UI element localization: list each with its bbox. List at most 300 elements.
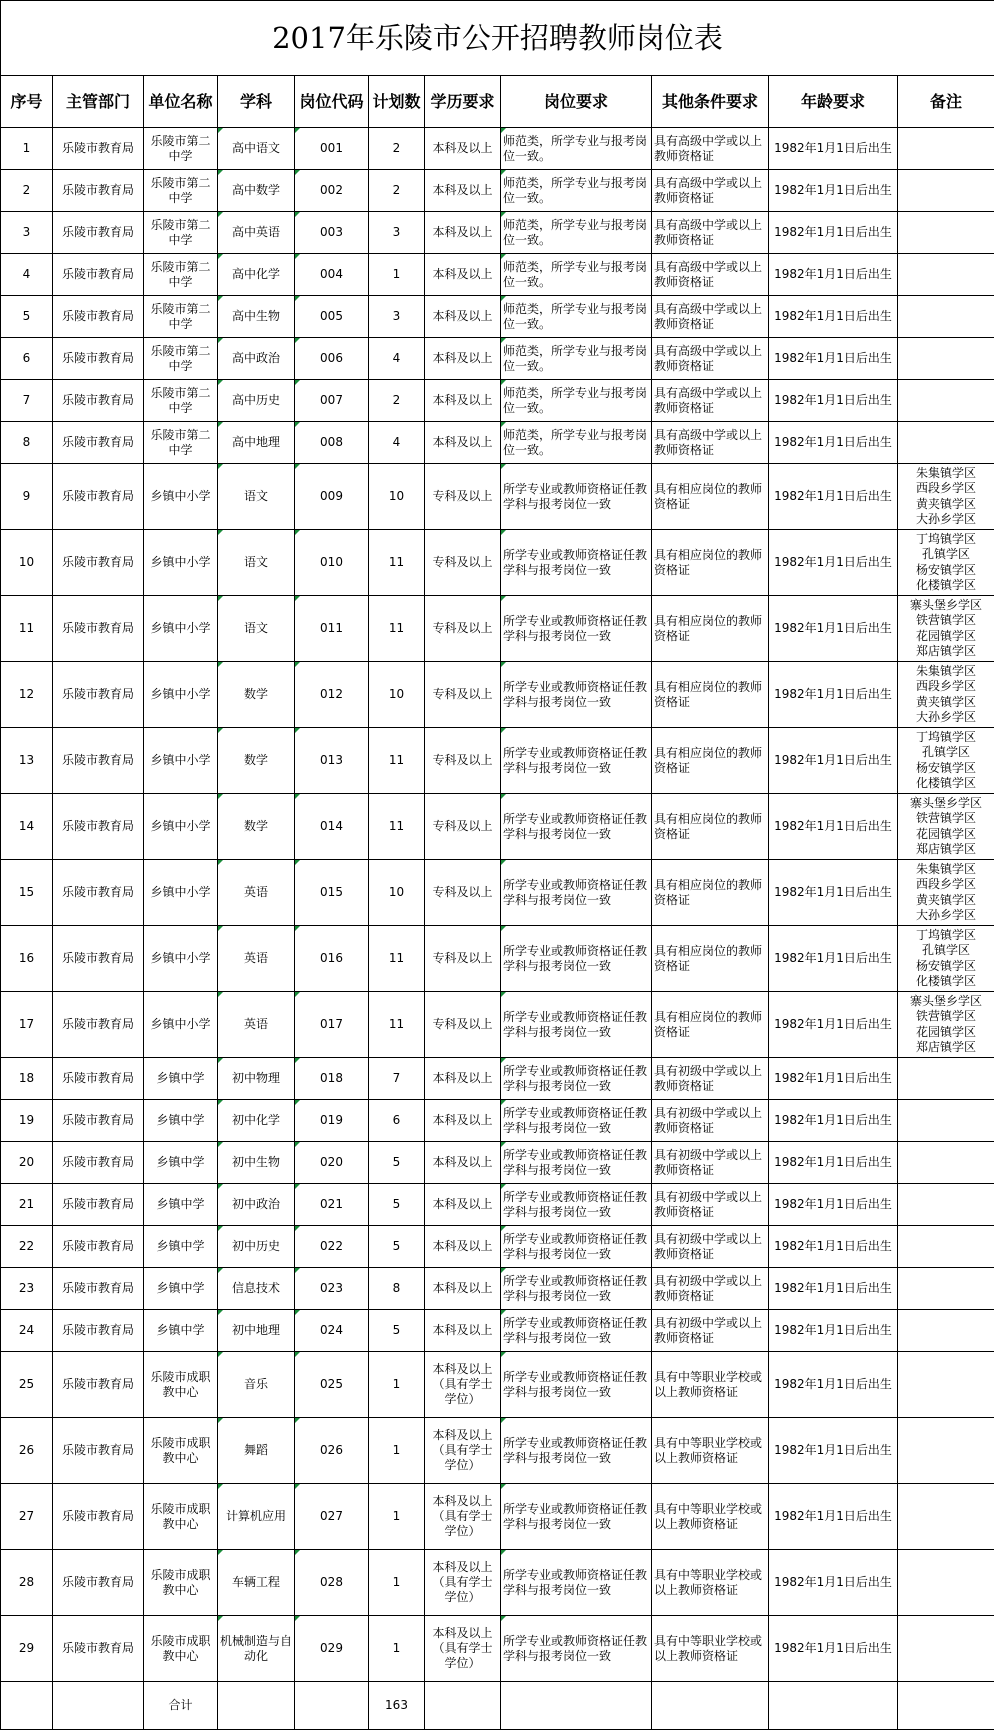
cell-comment-marker (295, 1616, 300, 1621)
cell-subject-text: 高中地理 (232, 435, 280, 449)
cell-requirement (501, 1418, 652, 1484)
cell-dept: 乐陵市教育局 (53, 170, 144, 212)
cell-seq: 5 (1, 296, 53, 338)
cell-unit: 乐陵市成职教中心 (144, 1616, 218, 1682)
cell-comment-marker (295, 128, 300, 133)
cell-subject (218, 1184, 295, 1226)
note-line: 丁坞镇学区 (898, 928, 994, 944)
cell-comment-marker (295, 1352, 300, 1357)
cell-code-text: 024 (320, 1323, 343, 1337)
cell-requirement (501, 926, 652, 992)
cell-education: 本科及以上（具有学士学位） (425, 1550, 501, 1616)
cell-age: 1982年1月1日后出生 (769, 1268, 898, 1310)
cell-education: 本科及以上 (425, 254, 501, 296)
cell-subject (218, 254, 295, 296)
cell-seq: 3 (1, 212, 53, 254)
cell-note (898, 380, 994, 422)
note-line: 杨安镇学区 (898, 761, 994, 777)
cell-unit: 乡镇中学 (144, 1226, 218, 1268)
cell-subject-text: 高中历史 (232, 393, 280, 407)
cell-subject (218, 1100, 295, 1142)
cell-note (898, 1184, 994, 1226)
cell-note (898, 338, 994, 380)
cell-comment-marker (295, 1310, 300, 1315)
cell-other: 具有初级中学或以上教师资格证 (652, 1058, 769, 1100)
note-line: 孔镇学区 (898, 547, 994, 563)
cell-comment-marker (295, 212, 300, 217)
cell-comment-marker (501, 1268, 506, 1273)
cell-education: 本科及以上 (425, 1310, 501, 1352)
cell-comment-marker (501, 1550, 506, 1555)
cell-note (898, 728, 994, 794)
cell-code-text: 023 (320, 1281, 343, 1295)
note-line: 朱集镇学区 (898, 862, 994, 878)
cell-comment-marker (218, 1184, 223, 1189)
cell-plan: 4 (369, 422, 425, 464)
cell-code (295, 1484, 369, 1550)
cell-age: 1982年1月1日后出生 (769, 1100, 898, 1142)
cell-comment-marker (295, 464, 300, 469)
cell-comment-marker (218, 422, 223, 427)
cell-comment-marker (501, 1352, 506, 1357)
cell-plan: 6 (369, 1100, 425, 1142)
cell-comment-marker (218, 1100, 223, 1105)
cell-comment-marker (218, 1550, 223, 1555)
cell-comment-marker (295, 1142, 300, 1147)
header-requirement: 岗位要求 (501, 76, 652, 128)
cell-unit: 乡镇中小学 (144, 728, 218, 794)
cell-education: 专科及以上 (425, 728, 501, 794)
header-age: 年龄要求 (769, 76, 898, 128)
note-line: 寨头堡乡学区 (898, 796, 994, 812)
cell-code-text: 022 (320, 1239, 343, 1253)
cell-subject-text: 高中生物 (232, 309, 280, 323)
cell-code-text: 010 (320, 555, 343, 569)
cell-comment-marker (218, 926, 223, 931)
cell-code (295, 1184, 369, 1226)
cell-subject (218, 1352, 295, 1418)
cell-requirement-text: 所学专业或教师资格证任教学科与报考岗位一致 (503, 680, 647, 709)
cell-requirement (501, 1058, 652, 1100)
cell-code-text: 011 (320, 621, 343, 635)
table-row (1, 464, 994, 530)
cell-seq: 18 (1, 1058, 53, 1100)
cell-note (898, 1418, 994, 1484)
cell-unit: 乡镇中小学 (144, 992, 218, 1058)
cell-age: 1982年1月1日后出生 (769, 728, 898, 794)
cell-comment-marker (218, 596, 223, 601)
table-row (1, 860, 994, 926)
cell-subject (218, 1310, 295, 1352)
cell-subject-text: 英语 (244, 1017, 268, 1031)
table-row (1, 128, 994, 170)
table-row (1, 926, 994, 992)
cell-seq: 1 (1, 128, 53, 170)
cell-seq: 21 (1, 1184, 53, 1226)
cell-dept: 乐陵市教育局 (53, 1418, 144, 1484)
cell-dept: 乐陵市教育局 (53, 464, 144, 530)
cell-age: 1982年1月1日后出生 (769, 1142, 898, 1184)
cell-requirement-text: 所学专业或教师资格证任教学科与报考岗位一致 (503, 1502, 647, 1531)
cell-comment-marker (295, 1226, 300, 1231)
cell-other: 具有相应岗位的教师资格证 (652, 794, 769, 860)
cell-requirement (501, 1226, 652, 1268)
cell-note (898, 254, 994, 296)
cell-seq: 26 (1, 1418, 53, 1484)
cell-dept: 乐陵市教育局 (53, 296, 144, 338)
cell-unit: 乡镇中小学 (144, 530, 218, 596)
cell-other: 具有初级中学或以上教师资格证 (652, 1226, 769, 1268)
cell-comment-marker (218, 380, 223, 385)
cell-code-text: 019 (320, 1113, 343, 1127)
cell-requirement (501, 728, 652, 794)
cell-education: 本科及以上（具有学士学位） (425, 1484, 501, 1550)
cell-comment-marker (501, 464, 506, 469)
header-note: 备注 (898, 76, 994, 128)
cell-code (295, 662, 369, 728)
cell-note (898, 1550, 994, 1616)
cell-comment-marker (295, 1184, 300, 1189)
cell-age: 1982年1月1日后出生 (769, 170, 898, 212)
cell-plan: 10 (369, 860, 425, 926)
header-subject: 学科 (218, 76, 295, 128)
cell-education: 本科及以上（具有学士学位） (425, 1616, 501, 1682)
note-line: 大孙乡学区 (898, 710, 994, 726)
cell-unit: 乡镇中小学 (144, 926, 218, 992)
cell-subject-text: 计算机应用 (226, 1509, 286, 1523)
table-row (1, 296, 994, 338)
cell-plan: 1 (369, 254, 425, 296)
cell-code (295, 794, 369, 860)
cell-requirement-text: 师范类，所学专业与报考岗位一致。 (503, 260, 647, 289)
cell-code-text: 005 (320, 309, 343, 323)
cell-subject (218, 794, 295, 860)
cell-unit: 乡镇中小学 (144, 596, 218, 662)
cell-comment-marker (218, 662, 223, 667)
note-line: 郑店镇学区 (898, 1040, 994, 1056)
cell-plan: 11 (369, 596, 425, 662)
cell-requirement-text: 所学专业或教师资格证任教学科与报考岗位一致 (503, 1232, 647, 1261)
cell-comment-marker (295, 530, 300, 535)
cell-code (295, 1550, 369, 1616)
table-row (1, 1484, 994, 1550)
cell-comment-marker (295, 422, 300, 427)
cell-comment-marker (501, 212, 506, 217)
total-empty-cell (1, 1682, 53, 1730)
cell-requirement-text: 所学专业或教师资格证任教学科与报考岗位一致 (503, 1568, 647, 1597)
cell-other: 具有高级中学或以上教师资格证 (652, 380, 769, 422)
cell-requirement-text: 所学专业或教师资格证任教学科与报考岗位一致 (503, 1106, 647, 1135)
cell-seq: 23 (1, 1268, 53, 1310)
cell-code-text: 017 (320, 1017, 343, 1031)
cell-dept: 乐陵市教育局 (53, 1058, 144, 1100)
cell-note (898, 1484, 994, 1550)
cell-comment-marker (501, 422, 506, 427)
cell-other: 具有初级中学或以上教师资格证 (652, 1142, 769, 1184)
cell-requirement-text: 所学专业或教师资格证任教学科与报考岗位一致 (503, 944, 647, 973)
cell-requirement (501, 254, 652, 296)
cell-requirement-text: 师范类，所学专业与报考岗位一致。 (503, 386, 647, 415)
cell-comment-marker (501, 860, 506, 865)
cell-requirement (501, 170, 652, 212)
cell-age: 1982年1月1日后出生 (769, 128, 898, 170)
cell-age: 1982年1月1日后出生 (769, 992, 898, 1058)
note-line: 西段乡学区 (898, 679, 994, 695)
table-row (1, 662, 994, 728)
cell-unit: 乐陵市第二中学 (144, 212, 218, 254)
cell-code (295, 212, 369, 254)
cell-requirement-text: 师范类，所学专业与报考岗位一致。 (503, 218, 647, 247)
cell-other: 具有初级中学或以上教师资格证 (652, 1310, 769, 1352)
cell-education: 专科及以上 (425, 860, 501, 926)
cell-comment-marker (218, 1352, 223, 1357)
cell-plan: 1 (369, 1484, 425, 1550)
cell-plan: 7 (369, 1058, 425, 1100)
cell-unit: 乡镇中学 (144, 1058, 218, 1100)
cell-other: 具有相应岗位的教师资格证 (652, 926, 769, 992)
cell-dept: 乐陵市教育局 (53, 380, 144, 422)
cell-age: 1982年1月1日后出生 (769, 530, 898, 596)
total-empty-cell (218, 1682, 295, 1730)
cell-education: 本科及以上（具有学士学位） (425, 1352, 501, 1418)
cell-unit: 乐陵市第二中学 (144, 254, 218, 296)
cell-plan: 1 (369, 1418, 425, 1484)
cell-code (295, 860, 369, 926)
table-row (1, 212, 994, 254)
cell-subject (218, 296, 295, 338)
cell-code (295, 1226, 369, 1268)
cell-note (898, 1058, 994, 1100)
cell-education: 本科及以上 (425, 170, 501, 212)
cell-requirement-text: 所学专业或教师资格证任教学科与报考岗位一致 (503, 482, 647, 511)
cell-plan: 11 (369, 530, 425, 596)
cell-requirement-text: 师范类，所学专业与报考岗位一致。 (503, 428, 647, 457)
cell-code-text: 025 (320, 1377, 343, 1391)
header-row (1, 76, 994, 128)
cell-comment-marker (295, 794, 300, 799)
cell-comment-marker (501, 794, 506, 799)
cell-comment-marker (218, 1310, 223, 1315)
cell-education: 本科及以上 (425, 1142, 501, 1184)
cell-requirement-text: 所学专业或教师资格证任教学科与报考岗位一致 (503, 548, 647, 577)
total-empty-cell (898, 1682, 994, 1730)
cell-plan: 11 (369, 992, 425, 1058)
cell-seq: 16 (1, 926, 53, 992)
cell-subject-text: 初中化学 (232, 1113, 280, 1127)
cell-comment-marker (501, 296, 506, 301)
cell-code-text: 015 (320, 885, 343, 899)
cell-code-text: 029 (320, 1641, 343, 1655)
cell-education: 本科及以上 (425, 296, 501, 338)
total-label: 合计 (144, 1682, 218, 1730)
cell-code (295, 1268, 369, 1310)
cell-code (295, 380, 369, 422)
cell-dept: 乐陵市教育局 (53, 530, 144, 596)
cell-dept: 乐陵市教育局 (53, 1268, 144, 1310)
note-line: 西段乡学区 (898, 877, 994, 893)
cell-requirement-text: 所学专业或教师资格证任教学科与报考岗位一致 (503, 746, 647, 775)
cell-requirement (501, 422, 652, 464)
total-plan: 163 (369, 1682, 425, 1730)
cell-comment-marker (295, 596, 300, 601)
cell-note (898, 1100, 994, 1142)
cell-unit: 乡镇中学 (144, 1310, 218, 1352)
cell-code (295, 530, 369, 596)
cell-age: 1982年1月1日后出生 (769, 1550, 898, 1616)
cell-plan: 5 (369, 1142, 425, 1184)
cell-other: 具有相应岗位的教师资格证 (652, 860, 769, 926)
cell-unit: 乡镇中学 (144, 1268, 218, 1310)
cell-age: 1982年1月1日后出生 (769, 1352, 898, 1418)
header-unit: 单位名称 (144, 76, 218, 128)
cell-subject (218, 1484, 295, 1550)
table-row (1, 1184, 994, 1226)
cell-note (898, 662, 994, 728)
cell-comment-marker (295, 926, 300, 931)
cell-code-text: 027 (320, 1509, 343, 1523)
note-line: 化楼镇学区 (898, 776, 994, 792)
cell-education: 专科及以上 (425, 662, 501, 728)
cell-subject-text: 初中历史 (232, 1239, 280, 1253)
note-line: 花园镇学区 (898, 1025, 994, 1041)
cell-note (898, 794, 994, 860)
table-row (1, 1100, 994, 1142)
cell-age: 1982年1月1日后出生 (769, 1184, 898, 1226)
cell-subject-text: 语文 (244, 621, 268, 635)
cell-comment-marker (295, 170, 300, 175)
cell-code-text: 001 (320, 141, 343, 155)
cell-code-text: 007 (320, 393, 343, 407)
cell-subject-text: 信息技术 (232, 1281, 280, 1295)
cell-unit: 乐陵市成职教中心 (144, 1352, 218, 1418)
cell-subject (218, 422, 295, 464)
cell-unit: 乡镇中学 (144, 1184, 218, 1226)
cell-note (898, 1226, 994, 1268)
table-row (1, 1550, 994, 1616)
cell-comment-marker (218, 1616, 223, 1621)
cell-seq: 14 (1, 794, 53, 860)
cell-dept: 乐陵市教育局 (53, 338, 144, 380)
cell-seq: 25 (1, 1352, 53, 1418)
cell-seq: 7 (1, 380, 53, 422)
cell-requirement-text: 师范类，所学专业与报考岗位一致。 (503, 344, 647, 373)
cell-requirement (501, 1100, 652, 1142)
cell-subject (218, 992, 295, 1058)
cell-comment-marker (295, 1418, 300, 1423)
note-line: 黄夹镇学区 (898, 695, 994, 711)
cell-comment-marker (501, 596, 506, 601)
cell-note (898, 212, 994, 254)
cell-seq: 9 (1, 464, 53, 530)
cell-requirement (501, 992, 652, 1058)
cell-plan: 8 (369, 1268, 425, 1310)
cell-code-text: 018 (320, 1071, 343, 1085)
cell-subject-text: 音乐 (244, 1377, 268, 1391)
cell-requirement (501, 1484, 652, 1550)
cell-note (898, 530, 994, 596)
cell-unit: 乡镇中学 (144, 1142, 218, 1184)
cell-dept: 乐陵市教育局 (53, 1352, 144, 1418)
cell-comment-marker (501, 728, 506, 733)
page-title: 2017年乐陵市公开招聘教师岗位表 (1, 1, 994, 76)
cell-comment-marker (295, 728, 300, 733)
cell-comment-marker (295, 338, 300, 343)
cell-other: 具有高级中学或以上教师资格证 (652, 254, 769, 296)
cell-requirement-text: 所学专业或教师资格证任教学科与报考岗位一致 (503, 1148, 647, 1177)
cell-seq: 17 (1, 992, 53, 1058)
total-empty-cell (295, 1682, 369, 1730)
cell-other: 具有高级中学或以上教师资格证 (652, 296, 769, 338)
cell-other: 具有中等职业学校或以上教师资格证 (652, 1550, 769, 1616)
cell-code (295, 422, 369, 464)
cell-subject (218, 662, 295, 728)
cell-subject-text: 初中物理 (232, 1071, 280, 1085)
cell-subject (218, 1550, 295, 1616)
cell-subject-text: 高中数学 (232, 183, 280, 197)
cell-unit: 乐陵市第二中学 (144, 296, 218, 338)
table-row (1, 596, 994, 662)
cell-plan: 1 (369, 1616, 425, 1682)
cell-code (295, 728, 369, 794)
cell-age: 1982年1月1日后出生 (769, 212, 898, 254)
cell-seq: 29 (1, 1616, 53, 1682)
cell-requirement (501, 1184, 652, 1226)
cell-other: 具有中等职业学校或以上教师资格证 (652, 1484, 769, 1550)
cell-note (898, 170, 994, 212)
cell-note (898, 992, 994, 1058)
cell-other: 具有相应岗位的教师资格证 (652, 464, 769, 530)
cell-education: 专科及以上 (425, 926, 501, 992)
cell-comment-marker (218, 296, 223, 301)
cell-plan: 3 (369, 212, 425, 254)
cell-comment-marker (218, 1226, 223, 1231)
cell-subject (218, 464, 295, 530)
cell-requirement (501, 1268, 652, 1310)
cell-code (295, 338, 369, 380)
cell-age: 1982年1月1日后出生 (769, 662, 898, 728)
cell-other: 具有高级中学或以上教师资格证 (652, 212, 769, 254)
cell-comment-marker (218, 728, 223, 733)
table-row (1, 422, 994, 464)
cell-comment-marker (501, 128, 506, 133)
cell-code-text: 006 (320, 351, 343, 365)
header-seq: 序号 (1, 76, 53, 128)
cell-age: 1982年1月1日后出生 (769, 926, 898, 992)
note-line: 杨安镇学区 (898, 959, 994, 975)
cell-comment-marker (295, 662, 300, 667)
cell-subject (218, 926, 295, 992)
cell-requirement (501, 1142, 652, 1184)
cell-requirement (501, 128, 652, 170)
cell-comment-marker (218, 860, 223, 865)
cell-other: 具有高级中学或以上教师资格证 (652, 338, 769, 380)
cell-subject-text: 高中化学 (232, 267, 280, 281)
table-row (1, 530, 994, 596)
cell-requirement (501, 1310, 652, 1352)
cell-other: 具有相应岗位的教师资格证 (652, 992, 769, 1058)
cell-plan: 11 (369, 926, 425, 992)
cell-other: 具有中等职业学校或以上教师资格证 (652, 1616, 769, 1682)
cell-other: 具有初级中学或以上教师资格证 (652, 1184, 769, 1226)
note-line: 大孙乡学区 (898, 512, 994, 528)
cell-subject-text: 高中语文 (232, 141, 280, 155)
cell-requirement (501, 794, 652, 860)
table-row (1, 254, 994, 296)
cell-plan: 1 (369, 1352, 425, 1418)
cell-dept: 乐陵市教育局 (53, 992, 144, 1058)
cell-subject-text: 语文 (244, 489, 268, 503)
total-row (1, 1682, 994, 1730)
